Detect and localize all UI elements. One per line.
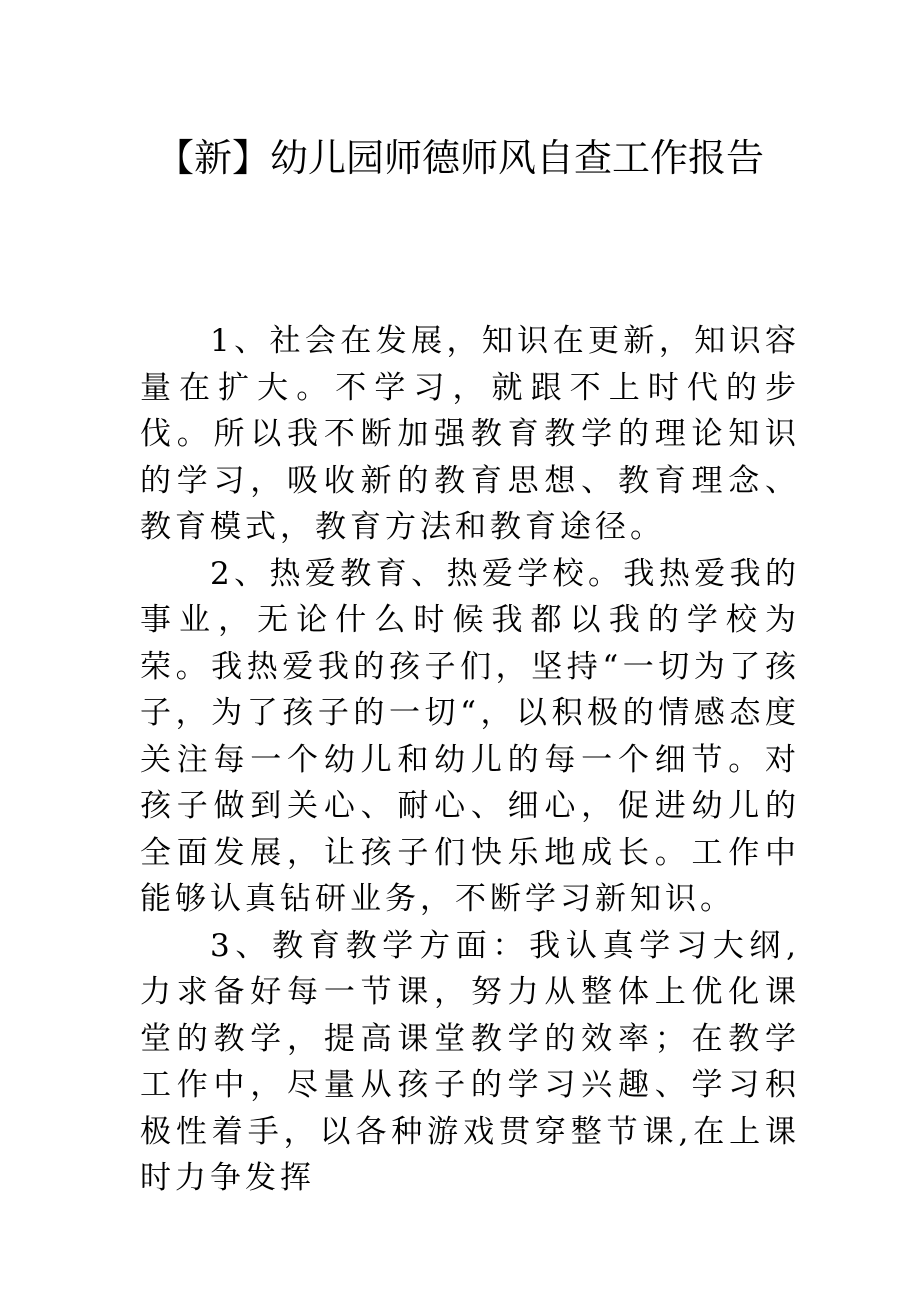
document-body [140, 318, 800, 1202]
paragraph-1: 1、社会在发展，知识在更新，知识容量在扩大。不学习，就跟不上时代的步伐。所以我不断加强教育教学的理论知识的学习，吸收新的教育思想、教育理念、教育模式，教育方法和教育途径。 [140, 323, 800, 545]
document-title: 【新】幼儿园师德师风自查工作报告 [155, 136, 764, 180]
paragraph-2: 2、热爱教育、热爱学校。我热爱我的事业，无论什么时候我都以我的学校为荣。我热爱我的孩子们，坚持“一切为了孩子，为了孩子的一切“，以积极的情感态度关注每一个幼儿和幼儿的每一个细节。对孩子做到关心、耐心、细心，促进幼儿的全面发展，让孩子们快乐地成长。工作中能够认真钻研业务，不断学习新知识。 [140, 555, 800, 917]
paragraph-3: 3、教育教学方面：我认真学习大纲,力求备好每一节课，努力从整体上优化课堂的教学，提高课堂教学的效率；在教学工作中，尽量从孩子的学习兴趣、学习积极性着手，以各种游戏贯穿整节课,在上课时力争发挥 [140, 927, 800, 1196]
